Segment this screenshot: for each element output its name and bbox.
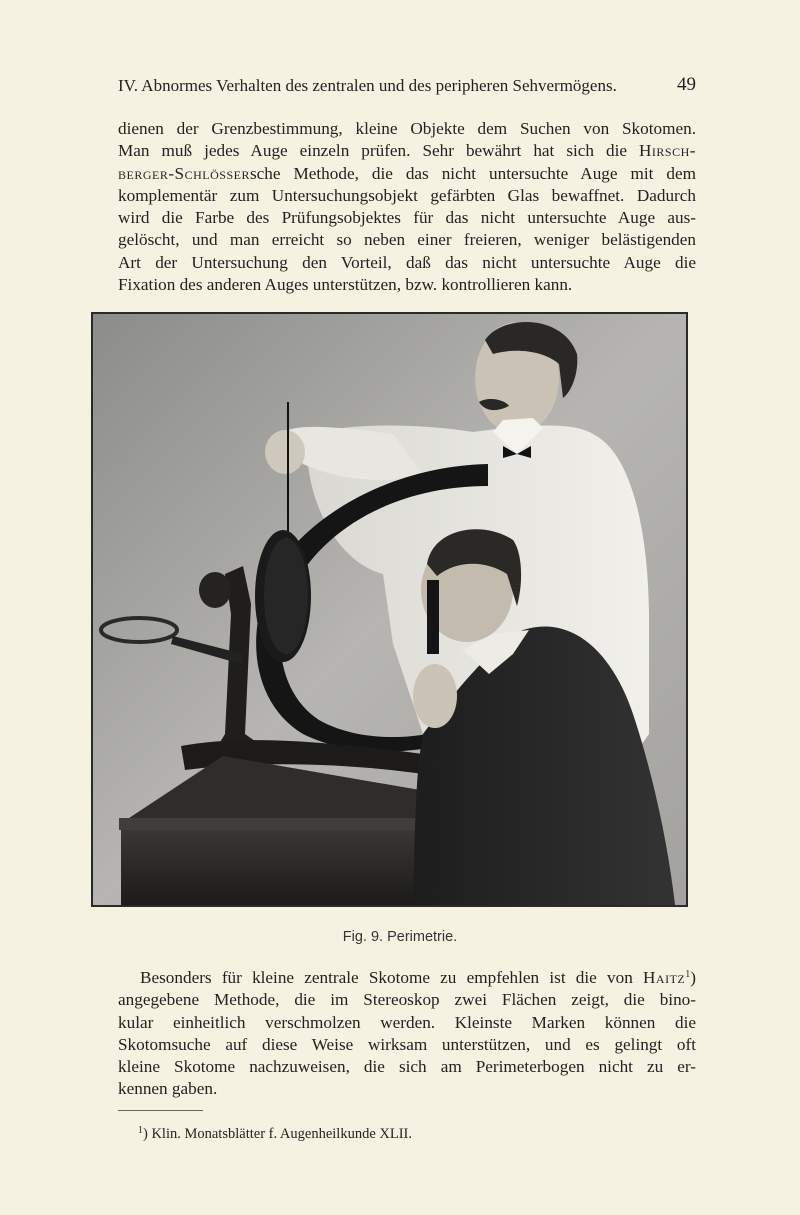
footnote-rule [118,1110,203,1111]
text-line: angegebene Methode, die im Stereoskop zwei Flächen zeigt, die bino- [118,990,696,1010]
paragraph-2 [118,964,696,1101]
author-name-haitz: Haitz [643,968,686,987]
footnote [138,1125,412,1143]
table-body [121,822,443,905]
perimetry-illustration [93,314,686,905]
figure-perimetry-photograph [91,312,688,907]
text-line: gelöscht, und man erreicht so neben einer freieren, weniger belästigenden [118,230,696,250]
patient-hand [413,664,457,728]
text-line [118,163,696,185]
text-line: Skotomsuche auf diese Weise wirksam unterstützen, und es gelingt oft [118,1034,696,1054]
text-segment: Besonders für kleine zentrale Skotome zu empfehlen ist die von [140,968,644,987]
author-name-hirsch: Hirsch- [639,141,696,161]
text-line: wird die Farbe des Prüfungsobjektes für das nicht untersuchte Auge aus- [118,208,696,228]
text-line: kennen gaben. [118,1079,218,1099]
author-name-hirschberg-schloesser: berger-Schlösser [118,163,250,183]
stand-knob [199,572,231,608]
text-segment: sche Methode, die das nicht untersuchte Auge mit dem [249,163,696,183]
physician-hand [265,430,305,474]
text-line: Art der Untersuchung den Vorteil, daß das nicht untersuchte Auge die [118,252,696,272]
text-line [118,140,696,162]
text-line: kleine Skotome nachzuweisen, die sich am Perimeterbogen nicht zu er- [118,1057,696,1077]
text-line: Fixation des anderen Auges unterstützen, bzw. kontrollieren kann. [118,275,573,295]
text-line: komplementär zum Untersuchungsobjekt gefärbten Glas bewaffnet. Dadurch [118,185,696,205]
footnote-marker: 1 [138,1125,143,1136]
paragraph-1 [118,118,696,296]
text-segment: ) [690,968,696,987]
footnote-reference: 1 [685,969,691,980]
perimeter-disc-rim [264,538,308,654]
text-line: dienen der Grenzbestimmung, kleine Objekte dem Suchen von Skotomen. [118,119,696,138]
table-edge [119,818,445,830]
figure-caption: Fig. 9. Perimetrie. [342,929,458,945]
text-segment: Man muß jedes Auge einzeln prüfen. Sehr bewährt hat sich die [118,141,640,161]
footnote-text: ) Klin. Monatsblätter f. Augenheilkunde XLII. [143,1126,412,1142]
text-line: kular einheitlich verschmolzen werden. Kleinste Marken können die [118,1012,696,1032]
running-header [118,76,696,100]
eye-occluder [427,580,439,654]
text-line [118,964,696,989]
page-number: 49 [677,74,696,95]
running-title: IV. Abnormes Verhalten des zentralen und des peripheren Sehvermögens. [118,76,617,95]
